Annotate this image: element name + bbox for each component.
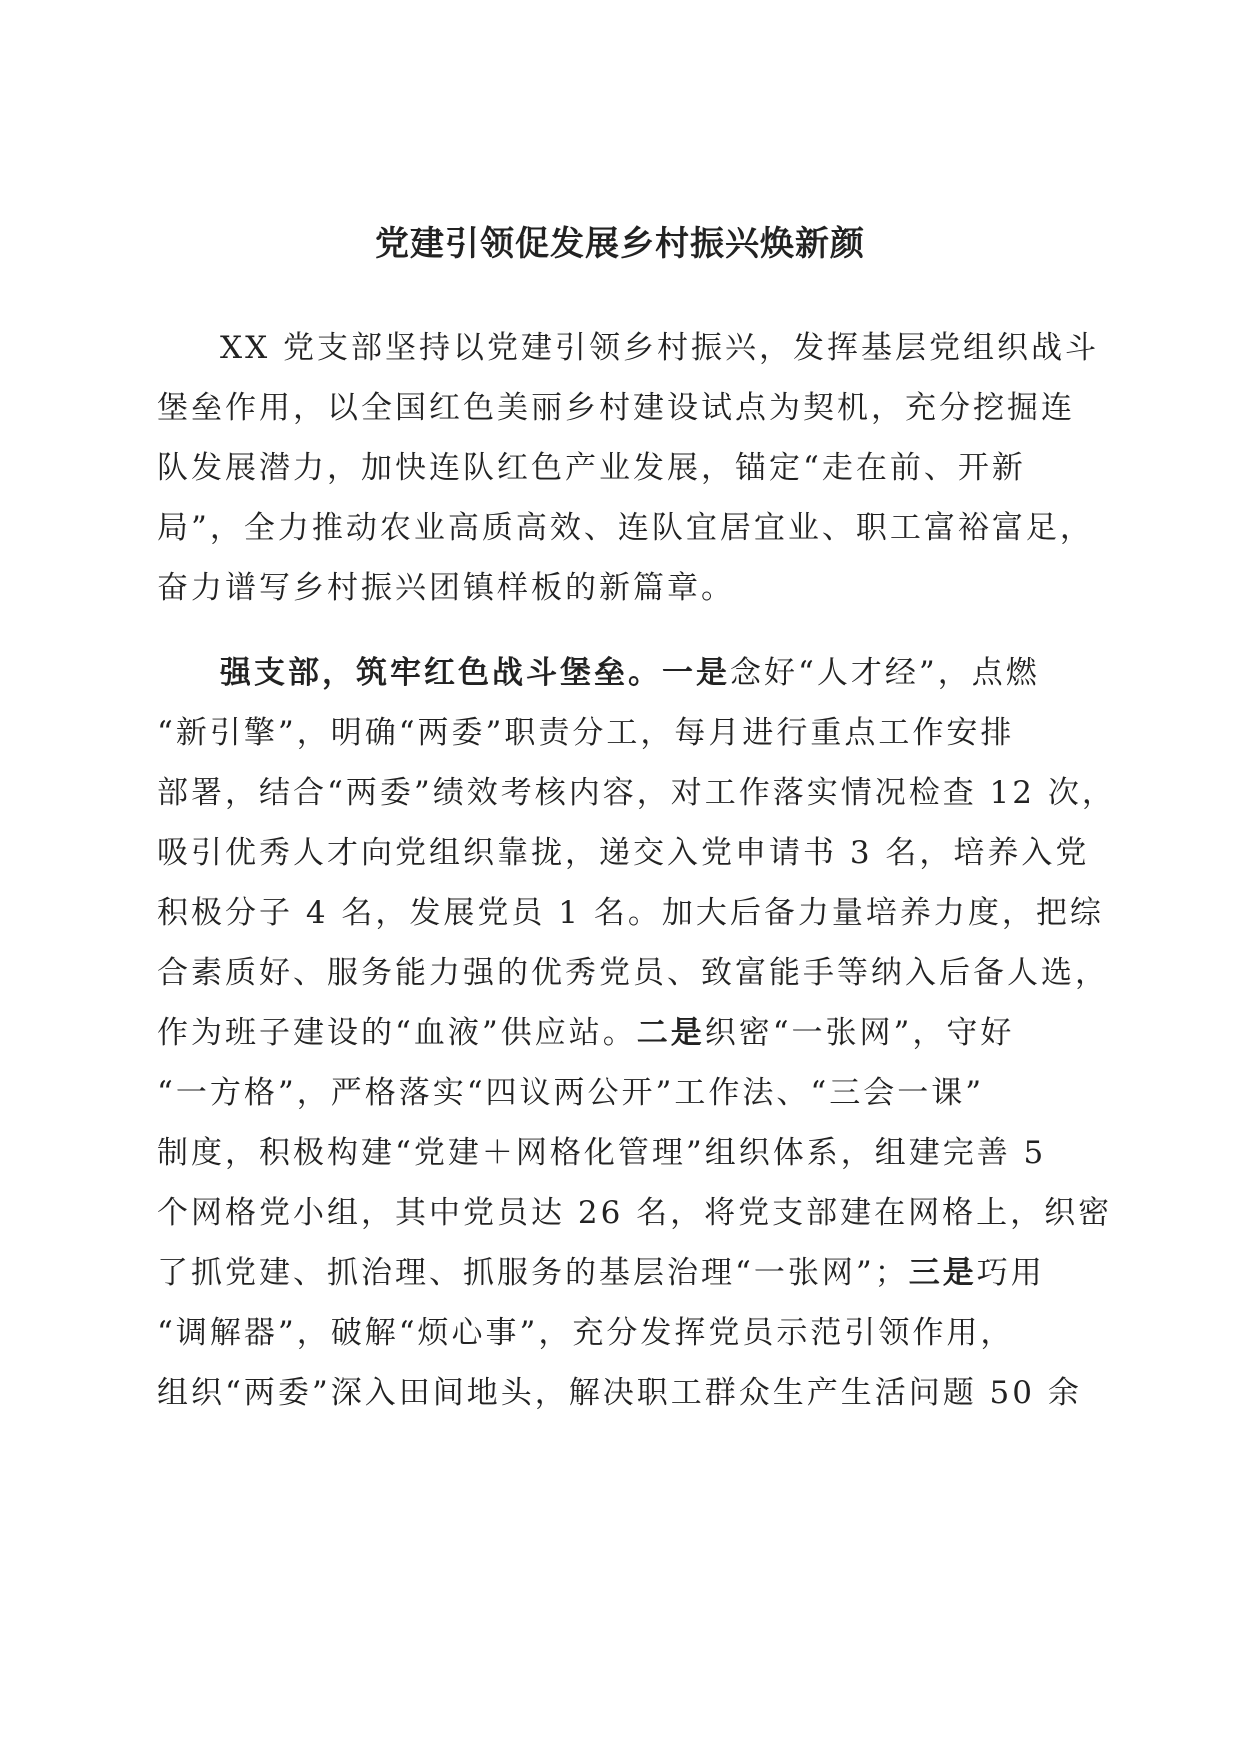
- paragraph2-line-7-rest: 织密“一张网”，守好: [704, 1015, 1015, 1051]
- paragraph2-line-4: 吸引优秀人才向党组织靠拢，递交入党申请书 3 名，培养入党: [157, 835, 1090, 871]
- paragraph2-line-6: 合素质好、服务能力强的优秀党员、致富能手等纳入后备人选，: [157, 955, 1109, 991]
- document-title: 党建引领促发展乡村振兴焕新颜: [375, 224, 865, 264]
- paragraph2-line-7: [157, 1003, 1053, 1063]
- paragraph1-line-2: 堡垒作用，以全国红色美丽乡村建设试点为契机，充分挖掘连: [157, 390, 1075, 426]
- marker-second: 二是: [636, 1015, 705, 1051]
- paragraph1-line-1: XX 党支部坚持以党建引领乡村振兴，发挥基层党组织战斗: [220, 330, 1099, 366]
- paragraph2-line-11-rest: 巧用: [976, 1255, 1045, 1291]
- paragraph2-line-11-pre: 了抓党建、抓治理、抓服务的基层治理“一张网”；: [157, 1255, 909, 1291]
- paragraph2-line-8: “一方格”，严格落实“四议两公开”工作法、“三会一课”: [157, 1075, 985, 1111]
- paragraph2-line-1: [220, 643, 1042, 703]
- paragraph2-line-13: 组织“两委”深入田间地头，解决职工群众生产生活问题 50 余: [157, 1375, 1082, 1411]
- paragraph2-line-5: 积极分子 4 名，发展党员 1 名。加大后备力量培养力度，把综: [157, 895, 1104, 931]
- paragraph2-line-12: “调解器”，破解“烦心事”，充分发挥党员示范引领作用，: [157, 1315, 1015, 1351]
- paragraph1-line-4: 局”，全力推动农业高质高效、连队宜居宜业、职工富裕富足，: [157, 510, 1094, 546]
- paragraph1-line-3: 队发展潜力，加快连队红色产业发展，锚定“走在前、开新: [157, 450, 1026, 486]
- paragraph1-line-5: 奋力谱写乡村振兴团镇样板的新篇章。: [157, 570, 735, 606]
- paragraph2-line-2: “新引擎”，明确“两委”职责分工，每月进行重点工作安排: [157, 715, 1015, 751]
- paragraph2-line-3: 部署，结合“两委”绩效考核内容，对工作落实情况检查 12 次，: [157, 775, 1116, 811]
- paragraph2-line-10: 个网格党小组，其中党员达 26 名，将党支部建在网格上，织密: [157, 1195, 1113, 1231]
- paragraph2-line-1-rest: 念好“人才经”，点燃: [730, 655, 1040, 691]
- paragraph2-line-7-pre: 作为班子建设的“血液”供应站。: [157, 1015, 637, 1051]
- section-heading: 强支部，筑牢红色战斗堡垒。: [220, 655, 662, 691]
- paragraph2-line-11: [157, 1243, 1045, 1303]
- marker-third: 三是: [908, 1255, 977, 1291]
- paragraph2-line-9: 制度，积极构建“党建＋网格化管理”组织体系，组建完善 5: [157, 1135, 1047, 1171]
- marker-first: 一是: [662, 655, 730, 691]
